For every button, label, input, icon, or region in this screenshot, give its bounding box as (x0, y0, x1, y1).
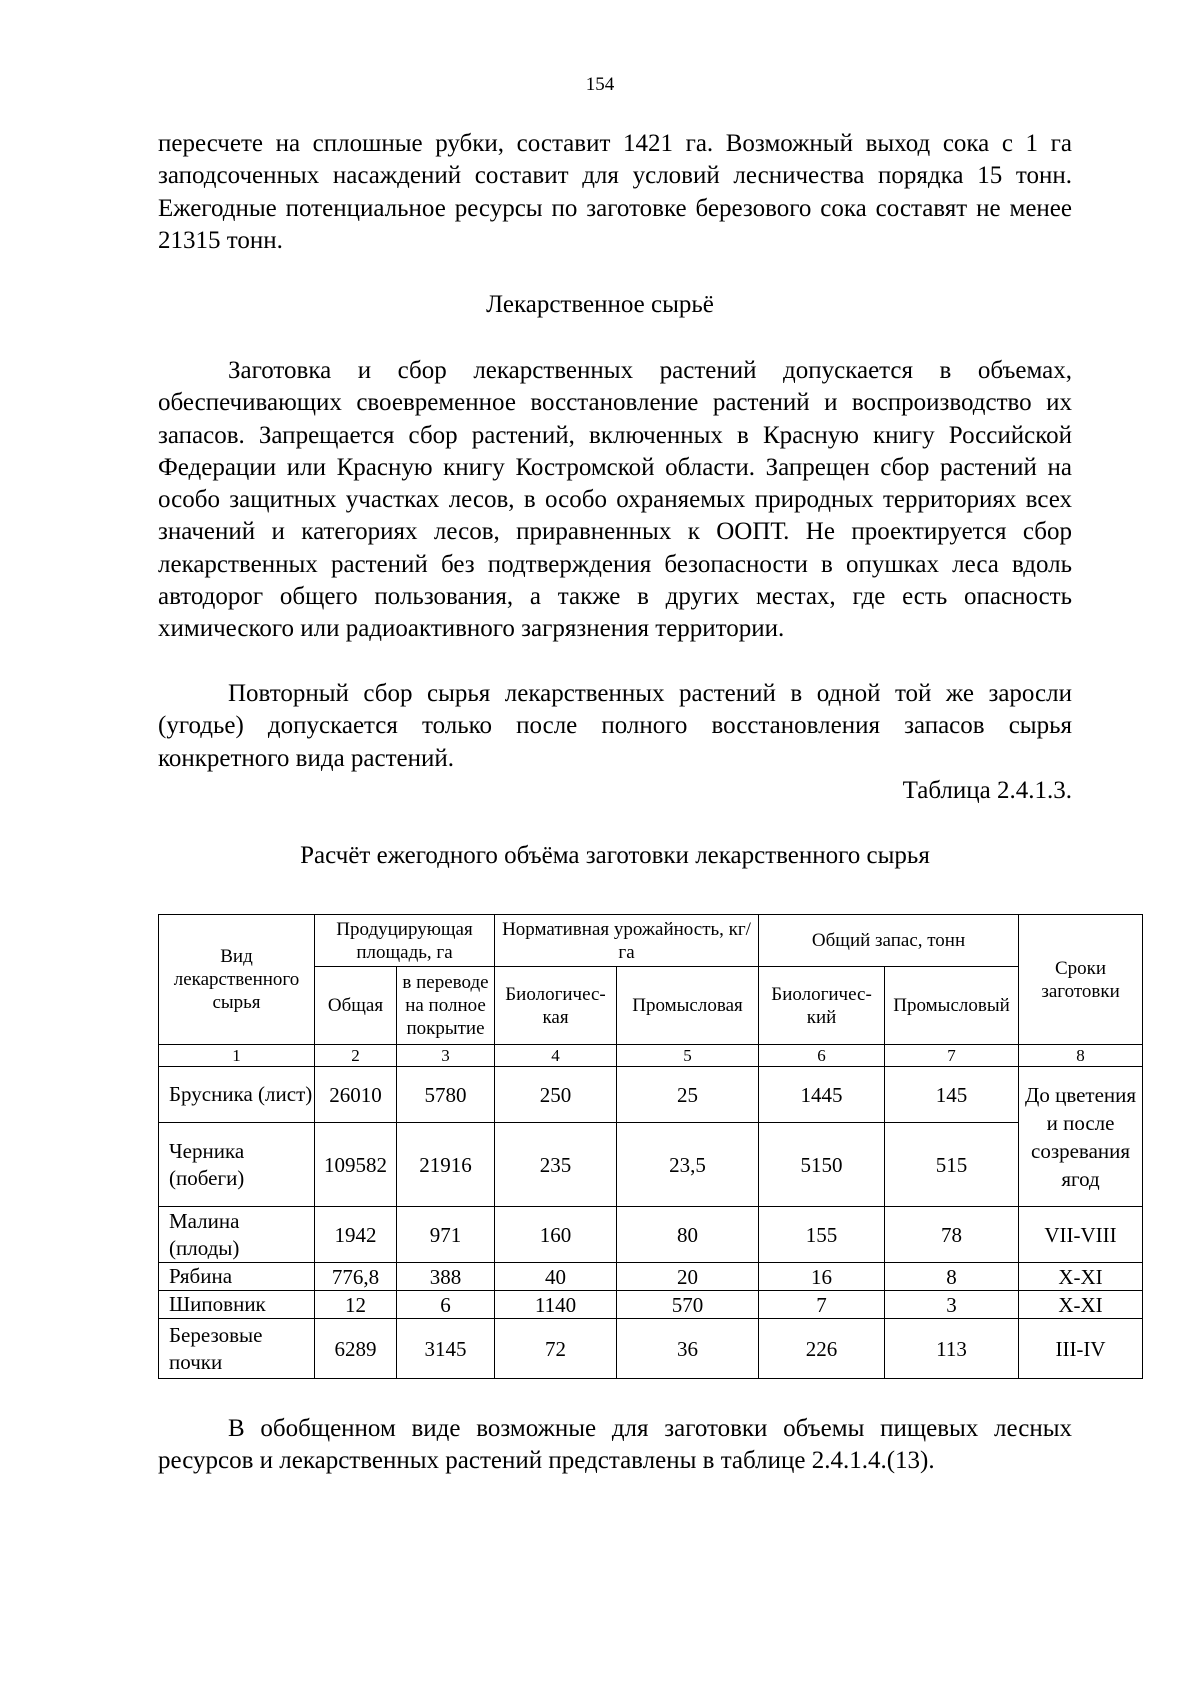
paragraph-birch-sap: пересчете на сплошные рубки, составит 1421 га. Возможный выход сока с 1 га заподсоченных насаждений составит для условий лесничества порядка 15 тонн. Ежегодные потенциальное ресурсы по заготовке березового сока составят не менее 21315 тонн. (158, 130, 1072, 254)
col-number: 4 (495, 1045, 617, 1067)
cell-season: X-XI (1019, 1291, 1143, 1319)
row-name: Рябина (159, 1263, 315, 1291)
cell-yield-bio: 1140 (495, 1291, 617, 1319)
col-number: 7 (885, 1045, 1019, 1067)
col-number: 8 (1019, 1045, 1143, 1067)
table-row (159, 1207, 1143, 1263)
column-number-row (159, 1045, 1143, 1067)
cell-stock-ind: 113 (885, 1319, 1019, 1379)
table-number: Таблица 2.4.1.3. (902, 777, 1072, 804)
cell-yield-bio: 235 (495, 1123, 617, 1207)
header-yield: Нормативная урожайность, кг/га (495, 915, 759, 967)
table-row (159, 1123, 1143, 1207)
header-kind: Вид лекарственного сырья (159, 915, 315, 1045)
cell-season-merged: До цветения и после созревания ягод (1019, 1067, 1143, 1207)
cell-season: III-IV (1019, 1319, 1143, 1379)
cell-yield-bio: 72 (495, 1319, 617, 1379)
cell-yield-ind: 80 (617, 1207, 759, 1263)
header-yield-ind: Промысловая (617, 967, 759, 1045)
header-area-full: в переводе на полное покрытие (397, 967, 495, 1045)
cell-area-full: 5780 (397, 1067, 495, 1123)
cell-stock-ind: 8 (885, 1263, 1019, 1291)
header-area-total: Общая (315, 967, 397, 1045)
cell-area-full: 6 (397, 1291, 495, 1319)
cell-stock-ind: 3 (885, 1291, 1019, 1319)
paragraph-medicinal-harvest: Заготовка и сбор лекарственных растений допускается в объемах, обеспечивающих своевременное восстановление растений и воспроизводство их запасов. Запрещается сбор растений, включенных в Красную книгу Российской Федерации или Красную книгу Костромской области. Запрещен сбор растений на особо защитных участках лесов, в особо охраняемых природных территориях всех значений и категориях лесов, приравненных к ООПТ. Не проектируется сбор лекарственных растений без подтверждения безопасности в опушках леса вдоль автодорог общего пользования, а также в других местах, где есть опасность химического или радиоактивного загрязнения территории. (158, 357, 1072, 643)
header-yield-bio: Биологичес-кая (495, 967, 617, 1045)
col-number: 5 (617, 1045, 759, 1067)
section-title: Лекарственное сырьё (486, 291, 714, 318)
col-number: 6 (759, 1045, 885, 1067)
row-name: Малина (плоды) (159, 1207, 315, 1263)
cell-area-total: 6289 (315, 1319, 397, 1379)
cell-yield-bio: 160 (495, 1207, 617, 1263)
row-name: Черника (побеги) (159, 1123, 315, 1207)
page-number: 154 (585, 74, 615, 95)
table-row (159, 1067, 1143, 1123)
header-stock-ind: Промысловый (885, 967, 1019, 1045)
table-row (159, 1291, 1143, 1319)
cell-area-total: 26010 (315, 1067, 397, 1123)
cell-yield-ind: 25 (617, 1067, 759, 1123)
cell-yield-ind: 36 (617, 1319, 759, 1379)
cell-stock-ind: 145 (885, 1067, 1019, 1123)
header-stock: Общий запас, тонн (759, 915, 1019, 967)
cell-stock-ind: 515 (885, 1123, 1019, 1207)
table-caption: Расчёт ежегодного объёма заготовки лекарственного сырья (300, 842, 930, 869)
cell-area-full: 3145 (397, 1319, 495, 1379)
cell-stock-bio: 5150 (759, 1123, 885, 1207)
cell-season: VII-VIII (1019, 1207, 1143, 1263)
row-name: Брусника (лист) (159, 1067, 315, 1123)
table-row (159, 1319, 1143, 1379)
header-area: Продуцирующая площадь, га (315, 915, 495, 967)
row-name: Березовые почки (159, 1319, 315, 1379)
cell-stock-ind: 78 (885, 1207, 1019, 1263)
paragraph-summary: В обобщенном виде возможные для заготовки объемы пищевых лесных ресурсов и лекарственных растений представлены в таблице 2.4.1.4.(13). (158, 1415, 1072, 1475)
cell-yield-bio: 40 (495, 1263, 617, 1291)
header-stock-bio: Биологичес-кий (759, 967, 885, 1045)
cell-area-total: 1942 (315, 1207, 397, 1263)
cell-stock-bio: 155 (759, 1207, 885, 1263)
cell-area-full: 388 (397, 1263, 495, 1291)
cell-yield-bio: 250 (495, 1067, 617, 1123)
cell-season: X-XI (1019, 1263, 1143, 1291)
cell-area-full: 971 (397, 1207, 495, 1263)
paragraph-repeat-harvest: Повторный сбор сырья лекарственных растений в одной той же заросли (угодье) допускается только после полного восстановления запасов сырья конкретного вида растений. (158, 680, 1072, 772)
col-number: 3 (397, 1045, 495, 1067)
header-season: Сроки заготовки (1019, 915, 1143, 1045)
cell-yield-ind: 20 (617, 1263, 759, 1291)
cell-area-total: 109582 (315, 1123, 397, 1207)
col-number: 2 (315, 1045, 397, 1067)
cell-stock-bio: 16 (759, 1263, 885, 1291)
cell-area-total: 12 (315, 1291, 397, 1319)
cell-area-total: 776,8 (315, 1263, 397, 1291)
table-row (159, 1263, 1143, 1291)
col-number: 1 (159, 1045, 315, 1067)
cell-area-full: 21916 (397, 1123, 495, 1207)
cell-stock-bio: 226 (759, 1319, 885, 1379)
cell-stock-bio: 1445 (759, 1067, 885, 1123)
cell-yield-ind: 570 (617, 1291, 759, 1319)
row-name: Шиповник (159, 1291, 315, 1319)
cell-yield-ind: 23,5 (617, 1123, 759, 1207)
cell-stock-bio: 7 (759, 1291, 885, 1319)
medicinal-raw-materials-table (158, 914, 1143, 1379)
